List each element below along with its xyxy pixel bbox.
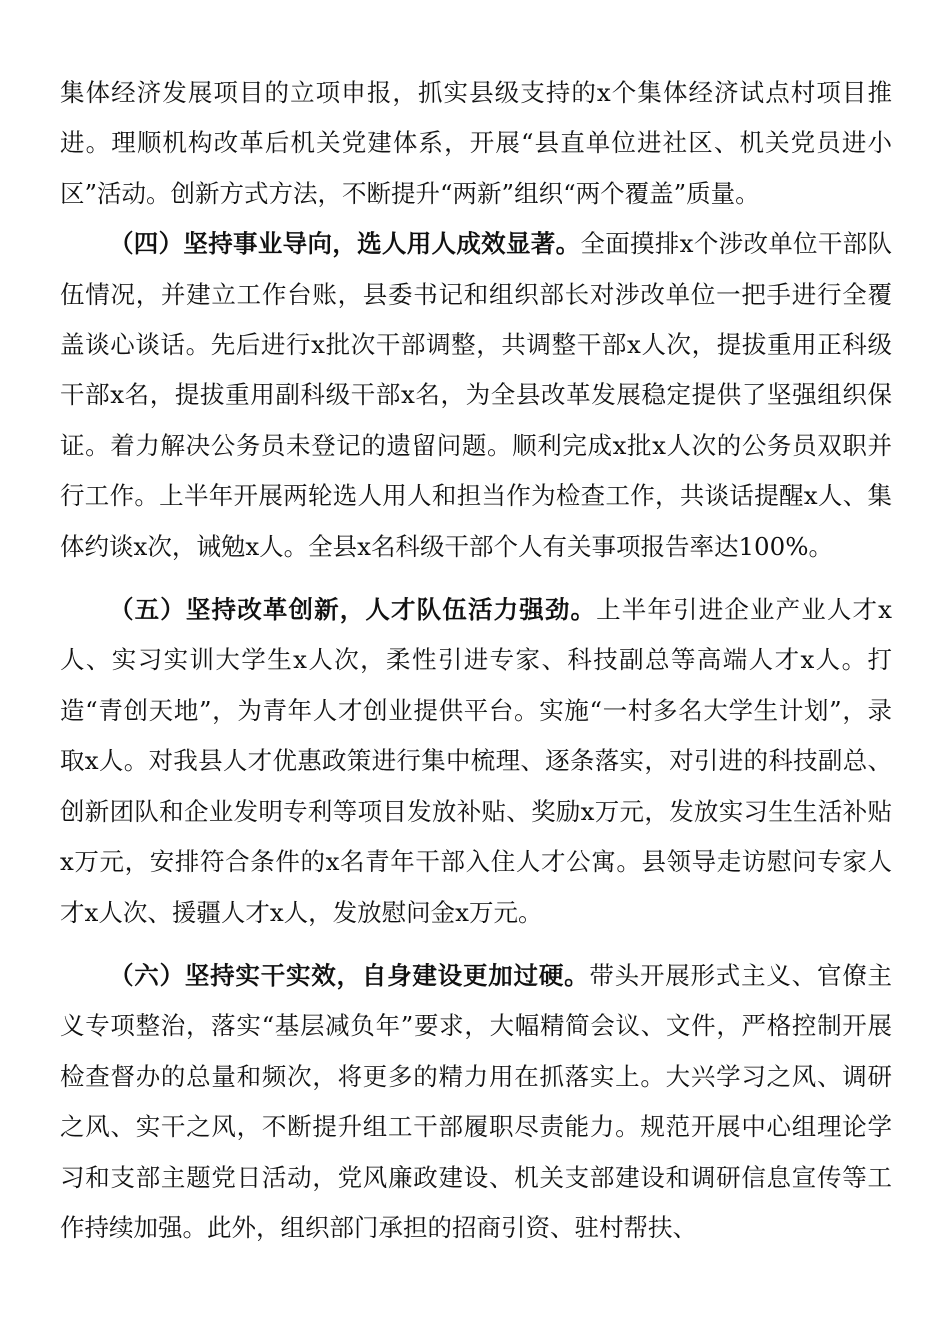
- paragraph-body: 上半年引进企业产业人才x人、实习实训大学生x人次，柔性引进专家、科技副总等高端人才x人。打造“青创天地”，为青年人才创业提供平台。实施“一村多名大学生计划”，录取x人。对我县人才优惠政策进行集中梳理、逐条落实，对引进的科技副总、创新团队和企业发明专利等项目发放补贴、奖励x万元，发放实习生生活补贴x万元，安排符合条件的x名青年干部入住人才公寓。县领导走访慰问专家人才x人次、援疆人才x人，发放慰问金x万元。: [60, 595, 892, 927]
- paragraph-body: 全面摸排x个涉改单位干部队伍情况，并建立工作台账，县委书记和组织部长对涉改单位一把手进行全覆盖谈心谈话。先后进行x批次干部调整，共调整干部x人次，提拔重用正科级干部x名，提拔重用副科级干部x名，为全县改革发展稳定提供了坚强组织保证。着力解决公务员未登记的遗留问题。顺利完成x批x人次的公务员双职并行工作。上半年开展两轮选人用人和担当作为检查工作，共谈话提醒x人、集体约谈x次，诫勉x人。全县x名科级干部个人有关事项报告率达100%。: [60, 229, 892, 561]
- paragraph-body: 带头开展形式主义、官僚主义专项整治，落实“基层减负年”要求，大幅精简会议、文件，严格控制开展检查督办的总量和频次，将更多的精力用在抓落实上。大兴学习之风、调研之风、实干之风，不断提升组工干部履职尽责能力。规范开展中心组理论学习和支部主题党日活动，党风廉政建设、机关支部建设和调研信息宣传等工作持续加强。此外，组织部门承担的招商引资、驻村帮扶、: [60, 960, 893, 1242]
- paragraph-body: 集体经济发展项目的立项申报，抓实县级支持的x个集体经济试点村项目推进。理顺机构改革后机关党建体系，开展“县直单位进社区、机关党员进小区”活动。创新方式方法，不断提升“两新”组织“两个覆盖”质量。: [60, 78, 892, 208]
- paragraph-section-4: [60, 219, 892, 572]
- section-heading: （四）坚持事业导向，选人用人成效显著。: [109, 229, 581, 259]
- paragraph-section-5: [60, 585, 892, 938]
- document-page: [60, 68, 892, 1253]
- paragraph-section-6: [60, 951, 892, 1253]
- section-heading: （六）坚持实干实效，自身建设更加过硬。: [109, 960, 590, 990]
- paragraph-intro: [60, 68, 892, 219]
- section-heading: （五）坚持改革创新，人才队伍活力强劲。: [109, 595, 597, 625]
